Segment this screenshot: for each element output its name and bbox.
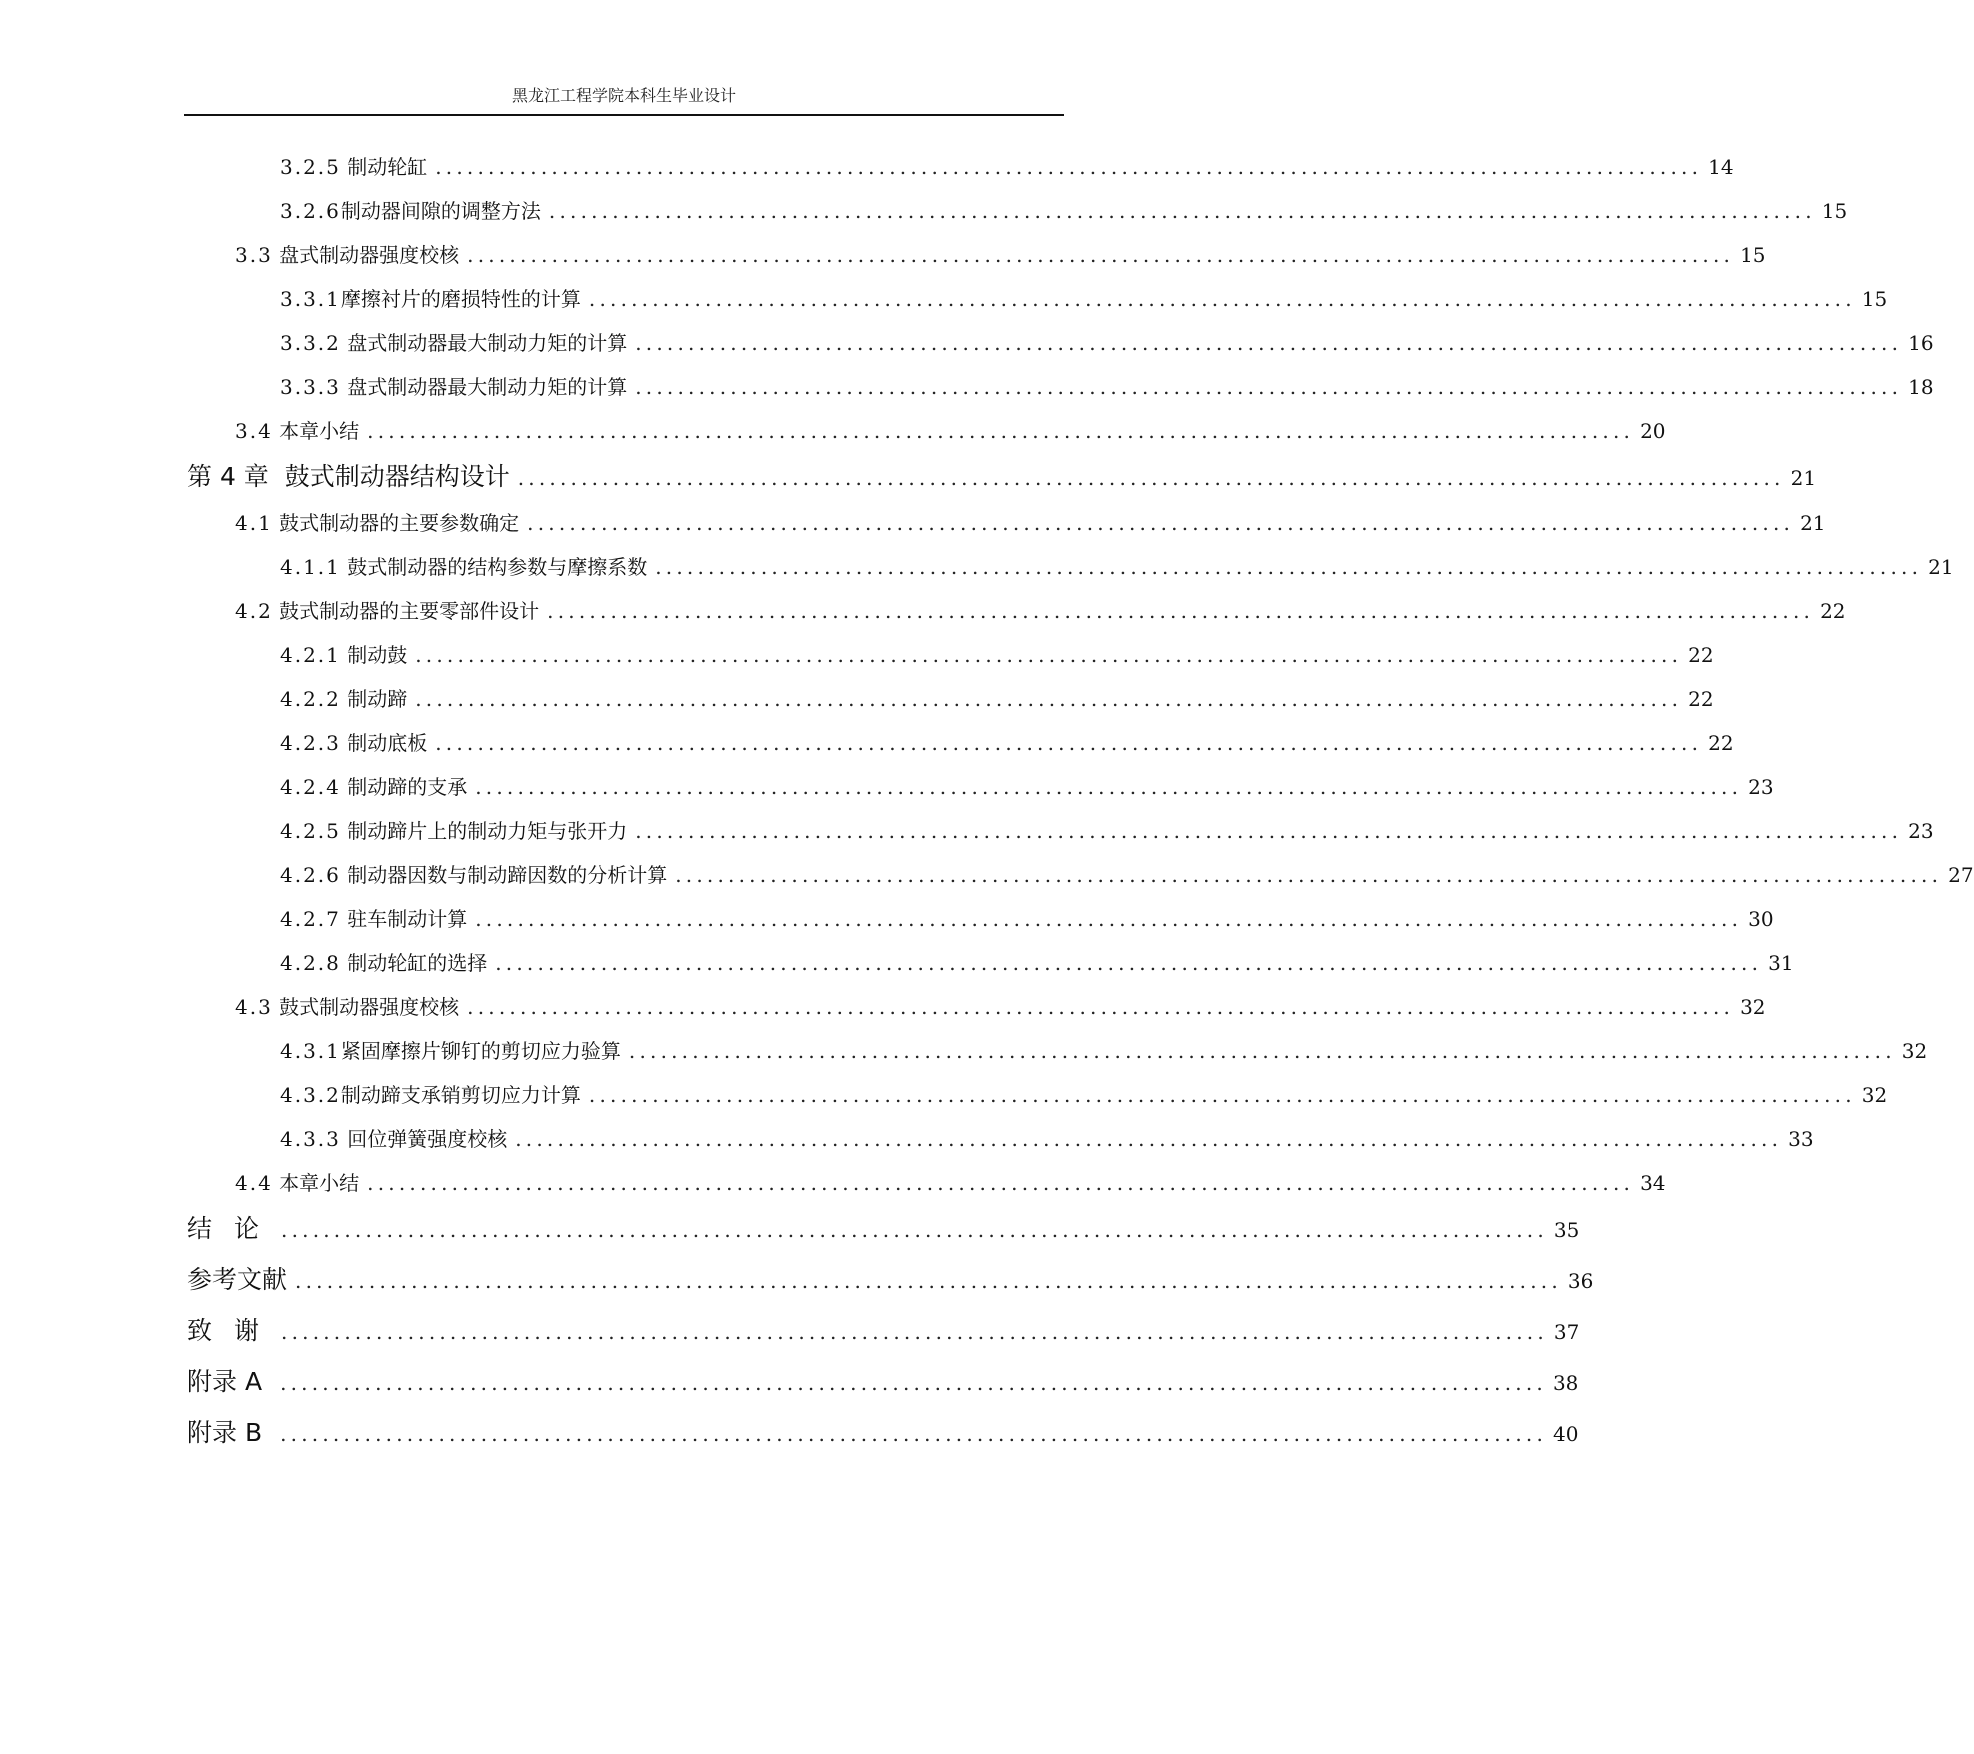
toc-page-number: 32: [1901, 1039, 1928, 1063]
toc-entry-title: 致谢: [187, 1316, 282, 1345]
toc-entry-number: 4.3.1: [280, 1039, 341, 1063]
toc-page-number: 14: [1708, 155, 1734, 179]
toc-page-number: 32: [1740, 995, 1766, 1019]
toc-entry-title: 制动轮缸: [340, 155, 428, 179]
toc-entry-number: 4.3.2: [280, 1083, 341, 1107]
toc-page-number: 15: [1821, 199, 1848, 223]
toc-entry-title: 紧固摩擦片铆钉的剪切应力验算: [340, 1039, 621, 1063]
toc-entry-title: 本章小结: [272, 419, 360, 443]
toc-dot-leader: ........................................................................................................................: [281, 1320, 1548, 1344]
toc-dot-leader: ........................................................................................................................: [635, 375, 1903, 399]
toc-entry-number: 4.2: [235, 599, 273, 623]
toc-entry-chapter-4[interactable]: [187, 462, 1817, 493]
toc-page-number: 31: [1768, 951, 1794, 975]
toc-page-number: 21: [1928, 555, 1954, 579]
toc-page-number: 32: [1861, 1083, 1888, 1107]
toc-page-number: 40: [1553, 1422, 1579, 1446]
toc-dot-leader: ........................................................................................................................: [435, 155, 1703, 179]
toc-entry-title: 制动蹄: [340, 687, 408, 711]
running-header: 黑龙江工程学院本科生毕业设计: [511, 86, 736, 105]
toc-dot-leader: ........................................................................................................................: [415, 687, 1683, 711]
toc-entry-number: 3.3: [235, 243, 273, 267]
toc-entry-title: 盘式制动器最大制动力矩的计算: [340, 375, 628, 399]
toc-entry-appendix-a[interactable]: [187, 1367, 1579, 1398]
toc-page-number: 33: [1788, 1127, 1814, 1151]
toc-entry-title: 附录 A: [187, 1367, 263, 1396]
toc-entry-number: 4.2.8: [280, 951, 341, 975]
toc-entry-number: 4.3.3: [280, 1127, 341, 1151]
toc-entry-title: 制动鼓: [340, 643, 408, 667]
toc-entry-4-2-6[interactable]: [280, 862, 1974, 888]
toc-entry-number: 4.2.6: [280, 863, 341, 887]
toc-entry-title: 盘式制动器强度校核: [272, 243, 460, 267]
toc-page-number: 36: [1567, 1269, 1594, 1293]
toc-dot-leader: ........................................................................................................................: [588, 287, 1856, 311]
toc-entry-3-3-2[interactable]: [280, 330, 1934, 356]
toc-page-number: 30: [1748, 907, 1774, 931]
toc-entry-number: 第 4 章: [187, 462, 269, 491]
toc-dot-leader: ........................................................................................................................: [675, 863, 1943, 887]
toc-entry-title: 制动蹄支承销剪切应力计算: [340, 1083, 581, 1107]
toc-entry-title: 制动轮缸的选择: [340, 951, 488, 975]
toc-entry-3-4[interactable]: [235, 418, 1666, 444]
toc-entry-references[interactable]: [187, 1265, 1594, 1296]
toc-entry-4-2[interactable]: [235, 598, 1846, 624]
toc-entry-number: 4.1.1: [280, 555, 341, 579]
toc-entry-number: 3.3.1: [280, 287, 341, 311]
toc-entry-acknowledgements[interactable]: [187, 1316, 1580, 1347]
toc-entry-4-2-2[interactable]: [280, 686, 1714, 712]
toc-entry-4-3[interactable]: [235, 994, 1766, 1020]
toc-page-number: 22: [1708, 731, 1734, 755]
toc-entry-conclusion[interactable]: [187, 1214, 1580, 1245]
toc-dot-leader: ........................................................................................................................: [628, 1039, 1896, 1063]
toc-page-number: 22: [1688, 687, 1714, 711]
toc-dot-leader: ........................................................................................................................: [280, 1422, 1547, 1446]
toc-entry-number: 3.3.3: [280, 375, 341, 399]
toc-entry-number: 3.2.5: [280, 155, 341, 179]
toc-entry-number: 3.2.6: [280, 199, 341, 223]
toc-dot-leader: ........................................................................................................................: [281, 1218, 1548, 1242]
toc-entry-title: 摩擦衬片的磨损特性的计算: [340, 287, 581, 311]
toc-entry-4-2-4[interactable]: [280, 774, 1774, 800]
toc-dot-leader: ........................................................................................................................: [367, 419, 1635, 443]
toc-entry-4-2-1[interactable]: [280, 642, 1714, 668]
toc-entry-title: 制动器间隙的调整方法: [340, 199, 541, 223]
toc-entry-4-2-5[interactable]: [280, 818, 1934, 844]
toc-entry-number: 4.2.1: [280, 643, 341, 667]
toc-entry-number: 3.4: [235, 419, 273, 443]
toc-page-number: 35: [1553, 1218, 1580, 1242]
toc-entry-appendix-b[interactable]: [187, 1418, 1579, 1449]
toc-entry-number: 3.3.2: [280, 331, 341, 355]
toc-entry-4-1-1[interactable]: [280, 554, 1954, 580]
toc-entry-4-4[interactable]: [235, 1170, 1666, 1196]
toc-dot-leader: ........................................................................................................................: [415, 643, 1683, 667]
toc-page-number: 15: [1861, 287, 1888, 311]
toc-dot-leader: ........................................................................................................................: [467, 995, 1735, 1019]
toc-entry-title: 鼓式制动器的主要零部件设计: [272, 599, 540, 623]
toc-entry-title: 驻车制动计算: [340, 907, 468, 931]
toc-page-number: 15: [1740, 243, 1766, 267]
toc-page-number: 37: [1553, 1320, 1580, 1344]
toc-entry-number: 4.2.5: [280, 819, 341, 843]
toc-entry-title: 结论: [187, 1214, 282, 1243]
toc-dot-leader: ........................................................................................................................: [655, 555, 1923, 579]
toc-dot-leader: ........................................................................................................................: [588, 1083, 1856, 1107]
toc-dot-leader: ........................................................................................................................: [475, 907, 1743, 931]
toc-entry-3-3-3[interactable]: [280, 374, 1934, 400]
toc-entry-4-2-8[interactable]: [280, 950, 1794, 976]
toc-page-number: 27: [1948, 863, 1974, 887]
toc-entry-title: 鼓式制动器的主要参数确定: [272, 511, 520, 535]
toc-page-number: 16: [1908, 331, 1934, 355]
toc-entry-number: 4.3: [235, 995, 273, 1019]
toc-dot-leader: ........................................................................................................................: [547, 599, 1815, 623]
toc-dot-leader: ........................................................................................................................: [367, 1171, 1635, 1195]
toc-entry-title: 盘式制动器最大制动力矩的计算: [340, 331, 628, 355]
toc-dot-leader: ........................................................................................................................: [295, 1269, 1562, 1293]
toc-page-number: 23: [1748, 775, 1774, 799]
toc-dot-leader: ........................................................................................................................: [548, 199, 1816, 223]
toc-dot-leader: ........................................................................................................................: [495, 951, 1763, 975]
toc-dot-leader: ........................................................................................................................: [635, 331, 1903, 355]
toc-entry-number: 4.2.3: [280, 731, 341, 755]
toc-entry-title: 制动器因数与制动蹄因数的分析计算: [340, 863, 668, 887]
toc-dot-leader: ........................................................................................................................: [475, 775, 1743, 799]
toc-entry-title: 参考文献: [187, 1265, 288, 1294]
toc-entry-number: 4.2.7: [280, 907, 341, 931]
toc-entry-title: 制动蹄的支承: [340, 775, 468, 799]
toc-page-number: 21: [1800, 511, 1826, 535]
toc-entry-number: 4.1: [235, 511, 273, 535]
toc-entry-3-3-1[interactable]: [280, 286, 1888, 312]
toc-entry-title: 鼓式制动器结构设计: [268, 462, 510, 491]
toc-page-number: 38: [1552, 1371, 1579, 1395]
toc-dot-leader: ........................................................................................................................: [527, 511, 1795, 535]
toc-entry-title: 附录 B: [187, 1418, 263, 1447]
toc-dot-leader: ........................................................................................................................: [435, 731, 1703, 755]
toc-dot-leader: ........................................................................................................................: [515, 1127, 1783, 1151]
toc-dot-leader: ........................................................................................................................: [635, 819, 1903, 843]
toc-page-number: 22: [1820, 599, 1846, 623]
toc-entry-title: 制动底板: [340, 731, 428, 755]
toc-page-number: 20: [1640, 419, 1666, 443]
toc-page-number: 18: [1908, 375, 1934, 399]
toc-entry-number: 4.2.4: [280, 775, 341, 799]
toc-dot-leader: ........................................................................................................................: [467, 243, 1735, 267]
toc-entry-3-3[interactable]: [235, 242, 1766, 268]
toc-entry-3-2-5[interactable]: [280, 154, 1734, 180]
toc-entry-title: 鼓式制动器的结构参数与摩擦系数: [340, 555, 648, 579]
toc-page-number: 23: [1908, 819, 1934, 843]
toc-entry-title: 鼓式制动器强度校核: [272, 995, 460, 1019]
toc-page-number: 22: [1688, 643, 1714, 667]
toc-page-number: 34: [1640, 1171, 1666, 1195]
toc-entry-3-2-6[interactable]: [280, 198, 1848, 224]
toc-dot-leader: ........................................................................................................................: [517, 466, 1785, 490]
toc-entry-number: 4.4: [235, 1171, 273, 1195]
toc-entry-title: 回位弹簧强度校核: [340, 1127, 508, 1151]
toc-entry-4-3-3[interactable]: [280, 1126, 1814, 1152]
toc-entry-number: 4.2.2: [280, 687, 341, 711]
toc-entry-4-3-1[interactable]: [280, 1038, 1928, 1064]
toc-entry-title: 本章小结: [272, 1171, 360, 1195]
toc-entry-4-2-3[interactable]: [280, 730, 1734, 756]
toc-entry-4-1[interactable]: [235, 510, 1826, 536]
toc-page-number: 21: [1790, 466, 1817, 490]
toc-dot-leader: ........................................................................................................................: [280, 1371, 1547, 1395]
toc-entry-4-2-7[interactable]: [280, 906, 1774, 932]
toc-entry-title: 制动蹄片上的制动力矩与张开力: [340, 819, 628, 843]
toc-entry-4-3-2[interactable]: [280, 1082, 1888, 1108]
